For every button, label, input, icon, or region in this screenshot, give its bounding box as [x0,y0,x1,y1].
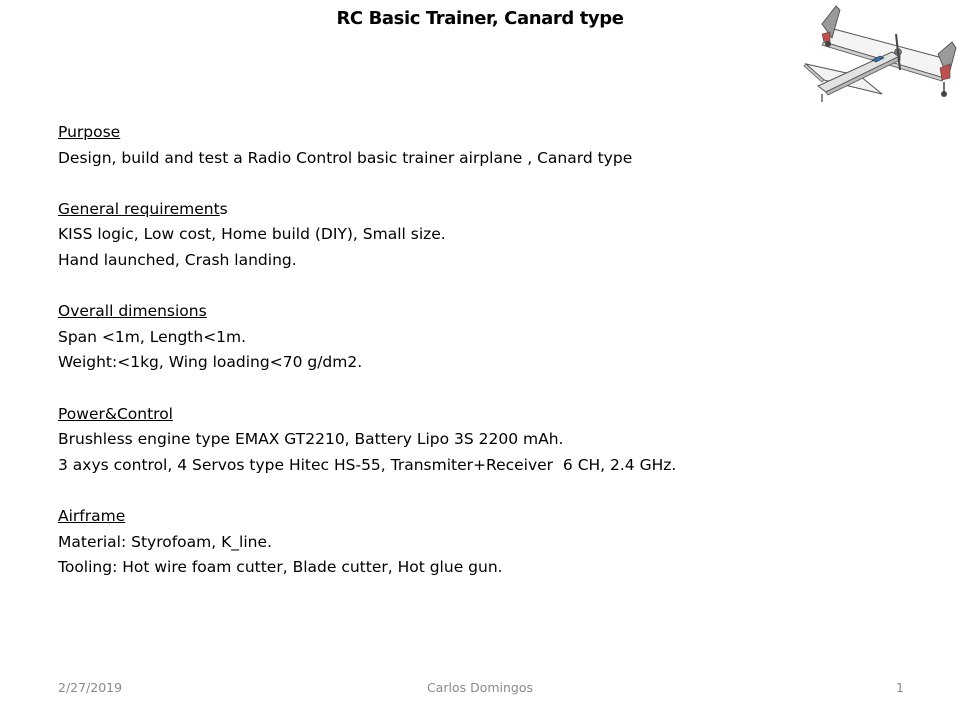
section-heading: Purpose [58,123,121,141]
footer-date: 2/27/2019 [58,680,123,695]
footer-page-number: 1 [896,680,904,695]
section-heading: General requirements [58,199,228,218]
slide-title: RC Basic Trainer, Canard type [336,8,624,29]
slide-body [58,120,838,606]
section-heading: Airframe [58,506,126,525]
body-line: Brushless engine type EMAX GT2210, Battery Lipo 3S 2200 mAh. [58,430,564,449]
body-line: Design, build and test a Radio Control basic trainer airplane , Canard type [58,148,633,167]
canard-airplane-illustration [800,2,958,120]
section-general-requirements [58,197,838,274]
body-line: Weight:<1kg, Wing loading<70 g/dm2. [58,353,363,372]
section-overall-dimensions [58,299,838,376]
footer-author: Carlos Domingos [426,680,534,695]
section-power-control [58,402,838,479]
section-purpose [58,120,838,171]
body-line: Material: Styrofoam, K_line. [58,532,272,551]
section-heading: Overall dimensions [58,302,207,321]
section-heading: Power&Control [58,404,173,423]
body-line: Tooling: Hot wire foam cutter, Blade cutter, Hot glue gun. [58,558,503,577]
body-line: Hand launched, Crash landing. [58,250,297,269]
body-line: Span <1m, Length<1m. [58,327,247,346]
body-line: 3 axys control, 4 Servos type Hitec HS-55, Transmiter+Receiver 6 CH, 2.4 GHz. [58,455,677,474]
section-airframe [58,504,838,581]
body-line: KISS logic, Low cost, Home build (DIY), Small size. [58,225,446,244]
